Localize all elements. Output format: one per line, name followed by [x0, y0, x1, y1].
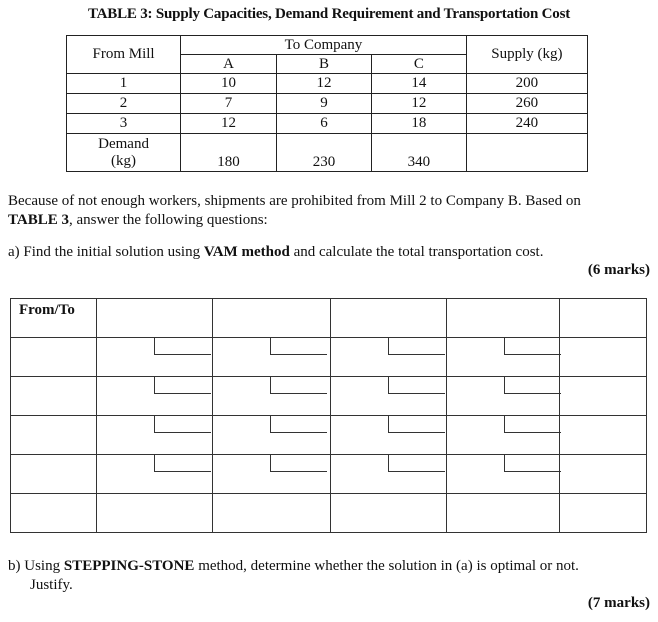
table-row [67, 114, 588, 134]
grid-row [11, 338, 647, 377]
table-row [67, 94, 588, 114]
question-a [8, 243, 653, 262]
grid-cell[interactable] [330, 494, 447, 533]
supply-cell: 200 [466, 74, 587, 94]
grid-cell[interactable] [212, 299, 330, 338]
grid-cell[interactable] [96, 299, 212, 338]
demand-label-line2: (kg) [111, 152, 137, 169]
cost-cell: 10 [181, 74, 277, 94]
cost-corner-box [388, 455, 445, 472]
table-row [67, 74, 588, 94]
demand-label [67, 134, 181, 172]
cost-corner-box [270, 416, 327, 433]
grid-cell[interactable] [212, 494, 330, 533]
grid-cost-cell[interactable] [447, 455, 560, 494]
cost-corner-box [154, 455, 211, 472]
cost-corner-box [504, 416, 561, 433]
question-b [8, 557, 653, 595]
question-b-suffix: method, determine whether the solution in (a) is optimal or not. [194, 558, 579, 574]
question-b-line1 [8, 557, 653, 576]
cost-corner-box [388, 338, 445, 355]
grid-cost-cell[interactable] [96, 377, 212, 416]
grid-cell[interactable] [447, 494, 560, 533]
question-a-suffix: and calculate the total transportation cost. [289, 244, 544, 260]
question-b-line2: Justify. [30, 577, 73, 593]
from-mill-header: From Mill [67, 36, 181, 74]
grid-cell[interactable] [560, 494, 647, 533]
question-b-marks: (7 marks) [587, 595, 650, 611]
grid-row [11, 494, 647, 533]
question-a-marks: (6 marks) [587, 262, 650, 278]
cost-corner-box [388, 416, 445, 433]
supply-demand-cost-table [66, 35, 588, 172]
intro-paragraph [8, 192, 653, 230]
grid-header-from-to: From/To [11, 299, 97, 338]
cost-corner-box [504, 377, 561, 394]
demand-cell: 180 [181, 134, 277, 172]
mill-label: 1 [67, 74, 181, 94]
cost-corner-box [504, 338, 561, 355]
grid-cost-cell[interactable] [447, 377, 560, 416]
grid-cell[interactable] [11, 494, 97, 533]
demand-cell: 340 [371, 134, 466, 172]
supply-header: Supply (kg) [466, 36, 587, 74]
cost-corner-box [270, 377, 327, 394]
grid-cost-cell[interactable] [447, 338, 560, 377]
grid-cell[interactable] [11, 338, 97, 377]
intro-line2 [8, 211, 653, 230]
question-b-prefix: b) Using [8, 558, 64, 574]
table-title: TABLE 3: Supply Capacities, Demand Requirement and Transportation Cost [87, 6, 571, 22]
grid-cell[interactable] [11, 455, 97, 494]
cost-corner-box [504, 455, 561, 472]
grid-cost-cell[interactable] [96, 416, 212, 455]
grid-cell[interactable] [11, 416, 97, 455]
cost-corner-box [270, 338, 327, 355]
grid-cell[interactable] [560, 299, 647, 338]
grid-cell[interactable] [560, 377, 647, 416]
answer-grid [10, 298, 647, 533]
grid-cost-cell[interactable] [330, 416, 447, 455]
grid-cell[interactable] [447, 299, 560, 338]
grid-cost-cell[interactable] [447, 416, 560, 455]
to-company-header: To Company [181, 36, 467, 55]
supply-cell: 240 [466, 114, 587, 134]
cost-corner-box [154, 338, 211, 355]
grid-cell[interactable] [560, 338, 647, 377]
company-header-b: B [277, 55, 372, 74]
grid-cost-cell[interactable] [330, 338, 447, 377]
question-b-method: STEPPING-STONE [63, 558, 195, 574]
company-header-c: C [371, 55, 466, 74]
intro-line1: Because of not enough workers, shipments are prohibited from Mill 2 to Company B. Based on [8, 193, 581, 209]
table-reference: TABLE 3 [8, 212, 69, 228]
grid-cost-cell[interactable] [212, 377, 330, 416]
cost-cell: 18 [371, 114, 466, 134]
cost-cell: 12 [181, 114, 277, 134]
cost-cell: 9 [277, 94, 372, 114]
demand-cell: 230 [277, 134, 372, 172]
cost-cell: 12 [371, 94, 466, 114]
grid-cost-cell[interactable] [212, 416, 330, 455]
grid-cell[interactable] [11, 377, 97, 416]
mill-label: 2 [67, 94, 181, 114]
grid-cell[interactable] [96, 494, 212, 533]
cost-cell: 7 [181, 94, 277, 114]
question-a-method: VAM method [203, 244, 290, 260]
supply-cell: 260 [466, 94, 587, 114]
grid-cost-cell[interactable] [96, 338, 212, 377]
demand-label-line1: Demand [98, 135, 149, 152]
grid-cost-cell[interactable] [212, 455, 330, 494]
grid-cost-cell[interactable] [96, 455, 212, 494]
grid-cost-cell[interactable] [330, 455, 447, 494]
mill-label: 3 [67, 114, 181, 134]
demand-supply-empty [466, 134, 587, 172]
intro-line2-text: , answer the following questions: [69, 212, 268, 228]
grid-cell[interactable] [560, 455, 647, 494]
cost-corner-box [154, 377, 211, 394]
company-header-a: A [181, 55, 277, 74]
demand-row [67, 134, 588, 172]
question-a-prefix: a) Find the initial solution using [8, 244, 204, 260]
cost-cell: 6 [277, 114, 372, 134]
cost-corner-box [388, 377, 445, 394]
grid-cost-cell[interactable] [212, 338, 330, 377]
grid-cell[interactable] [560, 416, 647, 455]
grid-cell[interactable] [330, 299, 447, 338]
grid-cost-cell[interactable] [330, 377, 447, 416]
grid-row [11, 416, 647, 455]
grid-row [11, 455, 647, 494]
grid-row [11, 377, 647, 416]
cost-corner-box [270, 455, 327, 472]
cost-cell: 12 [277, 74, 372, 94]
cost-cell: 14 [371, 74, 466, 94]
cost-corner-box [154, 416, 211, 433]
